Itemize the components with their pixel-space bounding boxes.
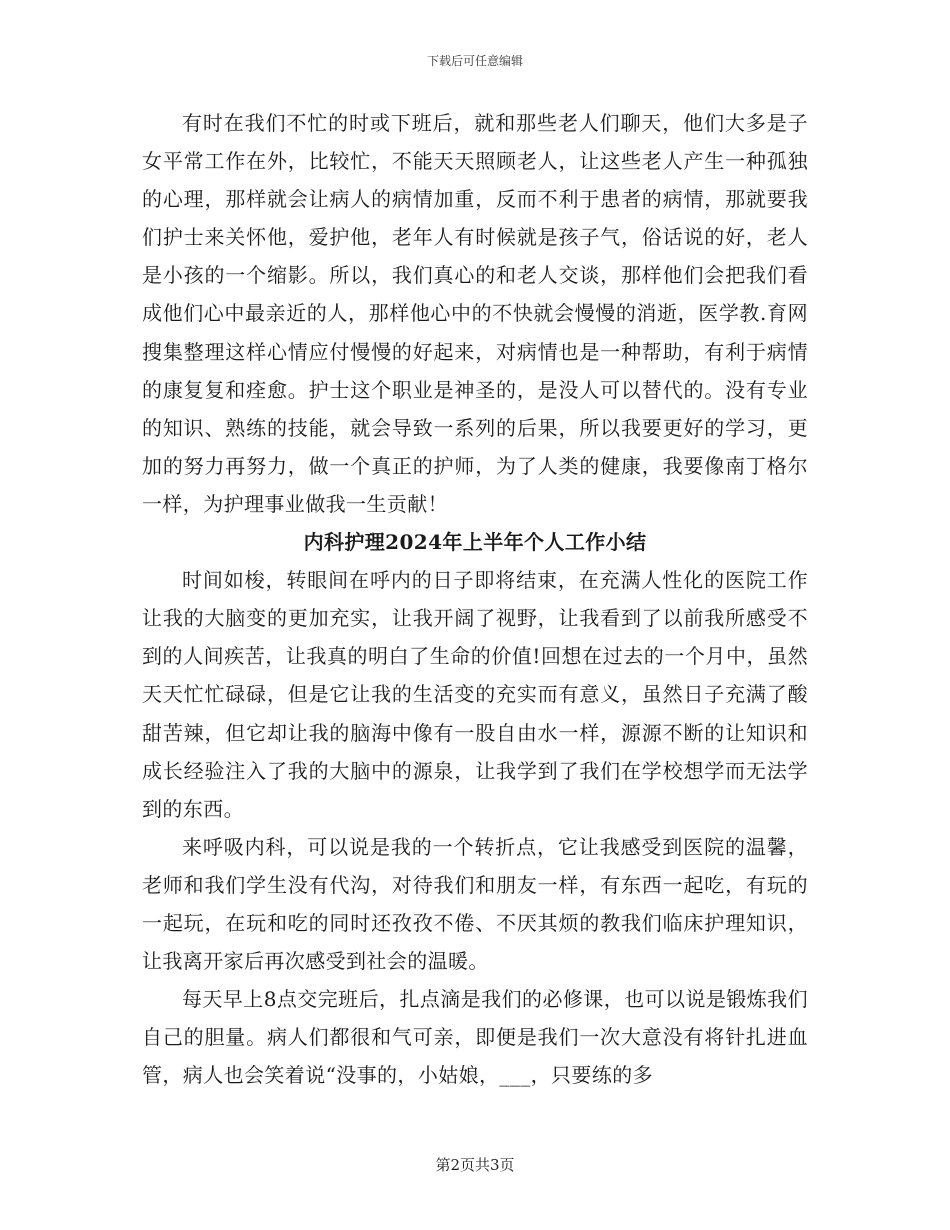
section-title: 内科护理2024年上半年个人工作小结 — [303, 530, 647, 555]
document-body — [142, 104, 808, 1094]
paragraph-1: 有时在我们不忙的时或下班后，就和那些老人们聊天，他们大多是子女平常工作在外，比较忙，不能天天照顾老人，让这些老人产生一种孤独的心理，那样就会让病人的病情加重，反而不利于患者的病情，那就要我们护士来关怀他，爱护他，老年人有时候就是孩子气，俗话说的好，老人是小孩的一个缩影。所以，我们真心的和老人交谈，那样他们会把我们看成他们心中最亲近的人，那样他心中的不快就会慢慢的消逝，医学教.育网搜集整理这样心情应付慢慢的好起来，对病情也是一种帮助，有利于病情的康复复和痊愈。护士这个职业是神圣的，是没人可以替代的。没有专业的知识、熟练的技能，就会导致一系列的后果，所以我要更好的学习，更加的努力再努力，做一个真正的护师，为了人类的健康，我要像南丁格尔一样，为护理事业做我一生贡献！ — [142, 111, 808, 516]
page-footer: 第2页共3页 — [435, 1156, 515, 1174]
paragraph-2: 时间如梭，转眼间在呼内的日子即将结束，在充满人性化的医院工作让我的大脑变的更加充实，让我开阔了视野，让我看到了以前我所感受不到的人间疾苦，让我真的明白了生命的价值!回想在过去的一个月中，虽然天天忙忙碌碌，但是它让我的生活变的充实而有意义，虽然日子充满了酸甜苦辣，但它却让我的脑海中像有一股自由水一样，源源不断的让知识和成长经验注入了我的大脑中的源泉，让我学到了我们在学校想学而无法学到的东西。 — [142, 568, 808, 821]
page-header: 下载后可任意编辑 — [426, 54, 523, 68]
paragraph-4: 每天早上8点交完班后，扎点滴是我们的必修课，也可以说是锻炼我们自己的胆量。病人们都很和气可亲，即便是我们一次大意没有将针扎进血管，病人也会笑着说“没事的，小姑娘，___，只要练的多 — [142, 987, 808, 1088]
paragraph-3: 来呼吸内科，可以说是我的一个转折点，它让我感受到医院的温馨，老师和我们学生没有代沟，对待我们和朋友一样，有东西一起吃，有玩的一起玩，在玩和吃的同时还孜孜不倦、不厌其烦的教我们临床护理知识，让我离开家后再次感受到社会的温暖。 — [142, 834, 808, 974]
